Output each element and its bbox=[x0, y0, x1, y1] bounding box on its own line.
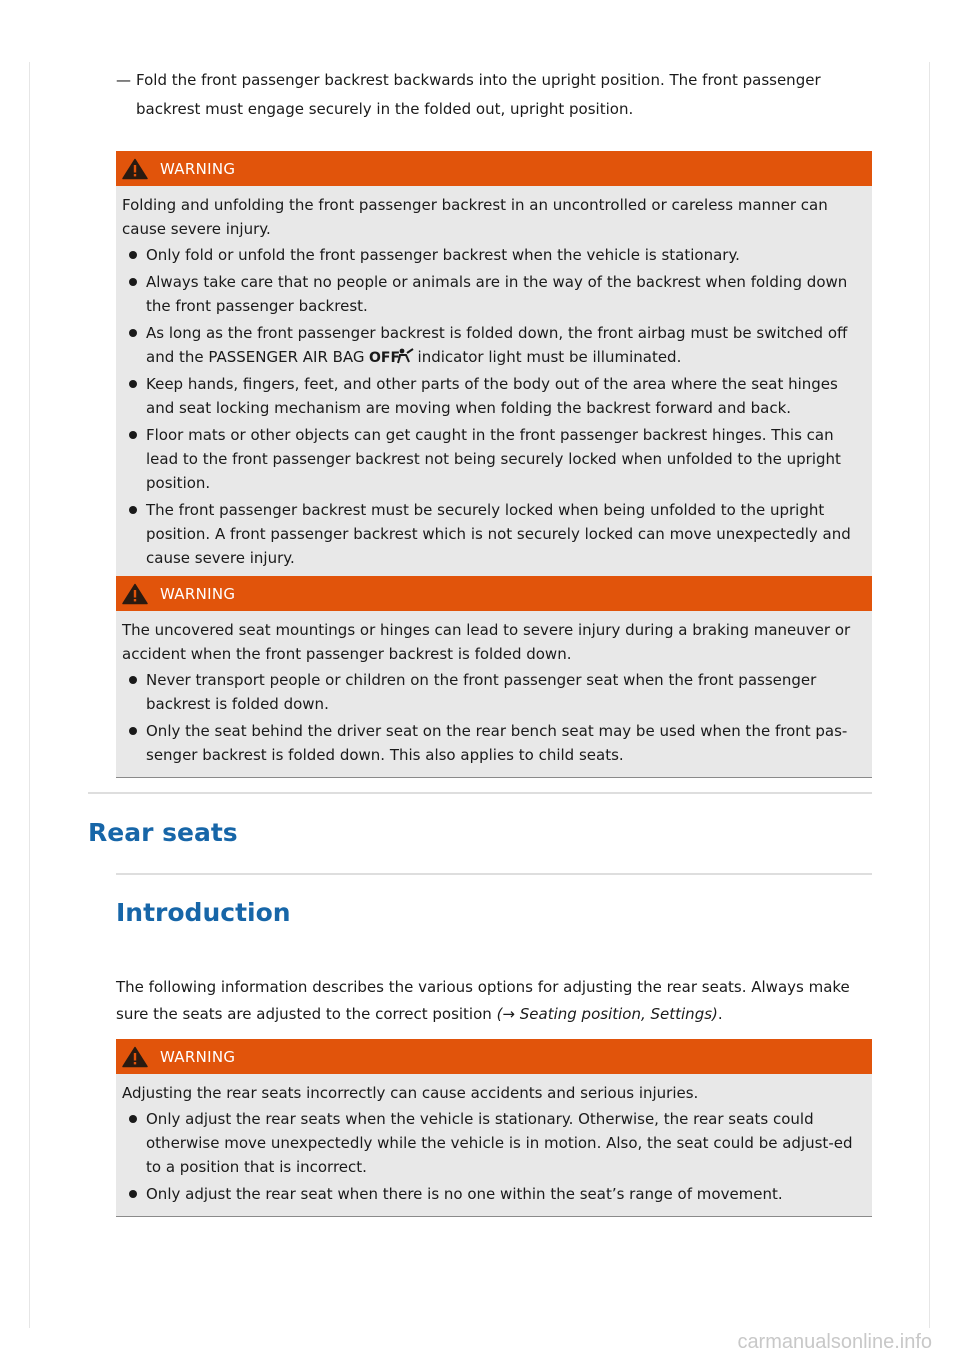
intro-text: The following information describes the various options for adjusting the rear seats. Always make sure the seats are adjusted to the correct position bbox=[116, 978, 850, 1023]
list-item: Keep hands, fingers, feet, and other parts of the body out of the area where the seat hinges and seat locking mechanism are moving when folding the backrest forward and back. bbox=[146, 372, 864, 420]
warning-header bbox=[116, 1039, 872, 1074]
warning-triangle-icon bbox=[122, 1046, 148, 1068]
section-heading: Rear seats bbox=[88, 818, 238, 847]
page-border-left bbox=[29, 62, 30, 1328]
watermark: carmanualsonline.info bbox=[737, 1331, 932, 1353]
list-item: Only adjust the rear seats when the vehicle is stationary. Otherwise, the rear seats could otherwise move unexpectedly while the vehicle is in motion. Also, the seat could be adjust-ed to a position that is incorrect. bbox=[146, 1107, 864, 1179]
list-item: Always take care that no people or animals are in the way of the backrest when folding down the front passenger backrest. bbox=[146, 270, 864, 318]
section-divider bbox=[88, 792, 872, 794]
subsection-heading: Introduction bbox=[116, 898, 291, 927]
warning-list bbox=[122, 668, 864, 767]
list-item: Never transport people or children on the front passenger seat when the front passenger backrest is folded down. bbox=[146, 668, 864, 716]
intro-paragraph bbox=[116, 974, 866, 1028]
list-item: Only the seat behind the driver seat on the rear bench seat may be used when the front pas-senger backrest is folded down. This also applies to child seats. bbox=[146, 719, 864, 767]
intro-end: . bbox=[717, 1005, 723, 1023]
step-dash: — bbox=[116, 71, 131, 89]
list-item: Only adjust the rear seat when there is no one within the seat’s range of movement. bbox=[146, 1182, 864, 1206]
warning-box-uncovered-mountings bbox=[116, 576, 872, 778]
airbag-icon-label: OFF bbox=[368, 350, 400, 365]
instruction-step bbox=[116, 66, 856, 124]
list-item: Only fold or unfold the front passenger backrest when the vehicle is stationary. bbox=[146, 243, 864, 267]
cross-reference-link[interactable]: (→ Seating position, Settings) bbox=[496, 1005, 718, 1023]
warning-label: WARNING bbox=[160, 584, 236, 603]
list-item: Floor mats or other objects can get caught in the front passenger backrest hinges. This can lead to the front passenger backrest not being securely locked when unfolded to the upright position. bbox=[146, 423, 864, 495]
warning-lead: The uncovered seat mountings or hinges can lead to severe injury during a braking maneuver or accident when the front passenger backrest is folded down. bbox=[122, 621, 851, 663]
warning-list bbox=[122, 1107, 864, 1206]
passenger-airbag-off-icon bbox=[369, 347, 415, 365]
list-item-text: As long as the front passenger backrest is folded down, the front airbag must be switched off and the PASSENGER AIR BAG bbox=[146, 324, 848, 366]
list-item bbox=[146, 321, 864, 369]
warning-list bbox=[122, 243, 864, 570]
warning-label: WARNING bbox=[160, 159, 236, 178]
warning-lead: Adjusting the rear seats incorrectly can cause accidents and serious injuries. bbox=[122, 1084, 699, 1102]
warning-triangle-icon bbox=[122, 158, 148, 180]
warning-triangle-icon bbox=[122, 583, 148, 605]
warning-box-rear-seats bbox=[116, 1039, 872, 1217]
step-text: Fold the front passenger backrest backwards into the upright position. The front passenger backrest must engage securely in the folded out, upright position. bbox=[136, 71, 821, 118]
warning-header bbox=[116, 151, 872, 186]
page-border-right bbox=[929, 62, 930, 1328]
list-item-text-after-icon: indicator light must be illuminated. bbox=[417, 348, 682, 366]
warning-box-backrest-folding bbox=[116, 151, 872, 581]
list-item: The front passenger backrest must be securely locked when being unfolded to the upright position. A front passenger backrest which is not securely locked can move unexpectedly and cause severe injury. bbox=[146, 498, 864, 570]
subsection-divider bbox=[116, 873, 872, 875]
warning-header bbox=[116, 576, 872, 611]
warning-lead: Folding and unfolding the front passenger backrest in an uncontrolled or careless manner can cause severe injury. bbox=[122, 196, 828, 238]
warning-label: WARNING bbox=[160, 1047, 236, 1066]
